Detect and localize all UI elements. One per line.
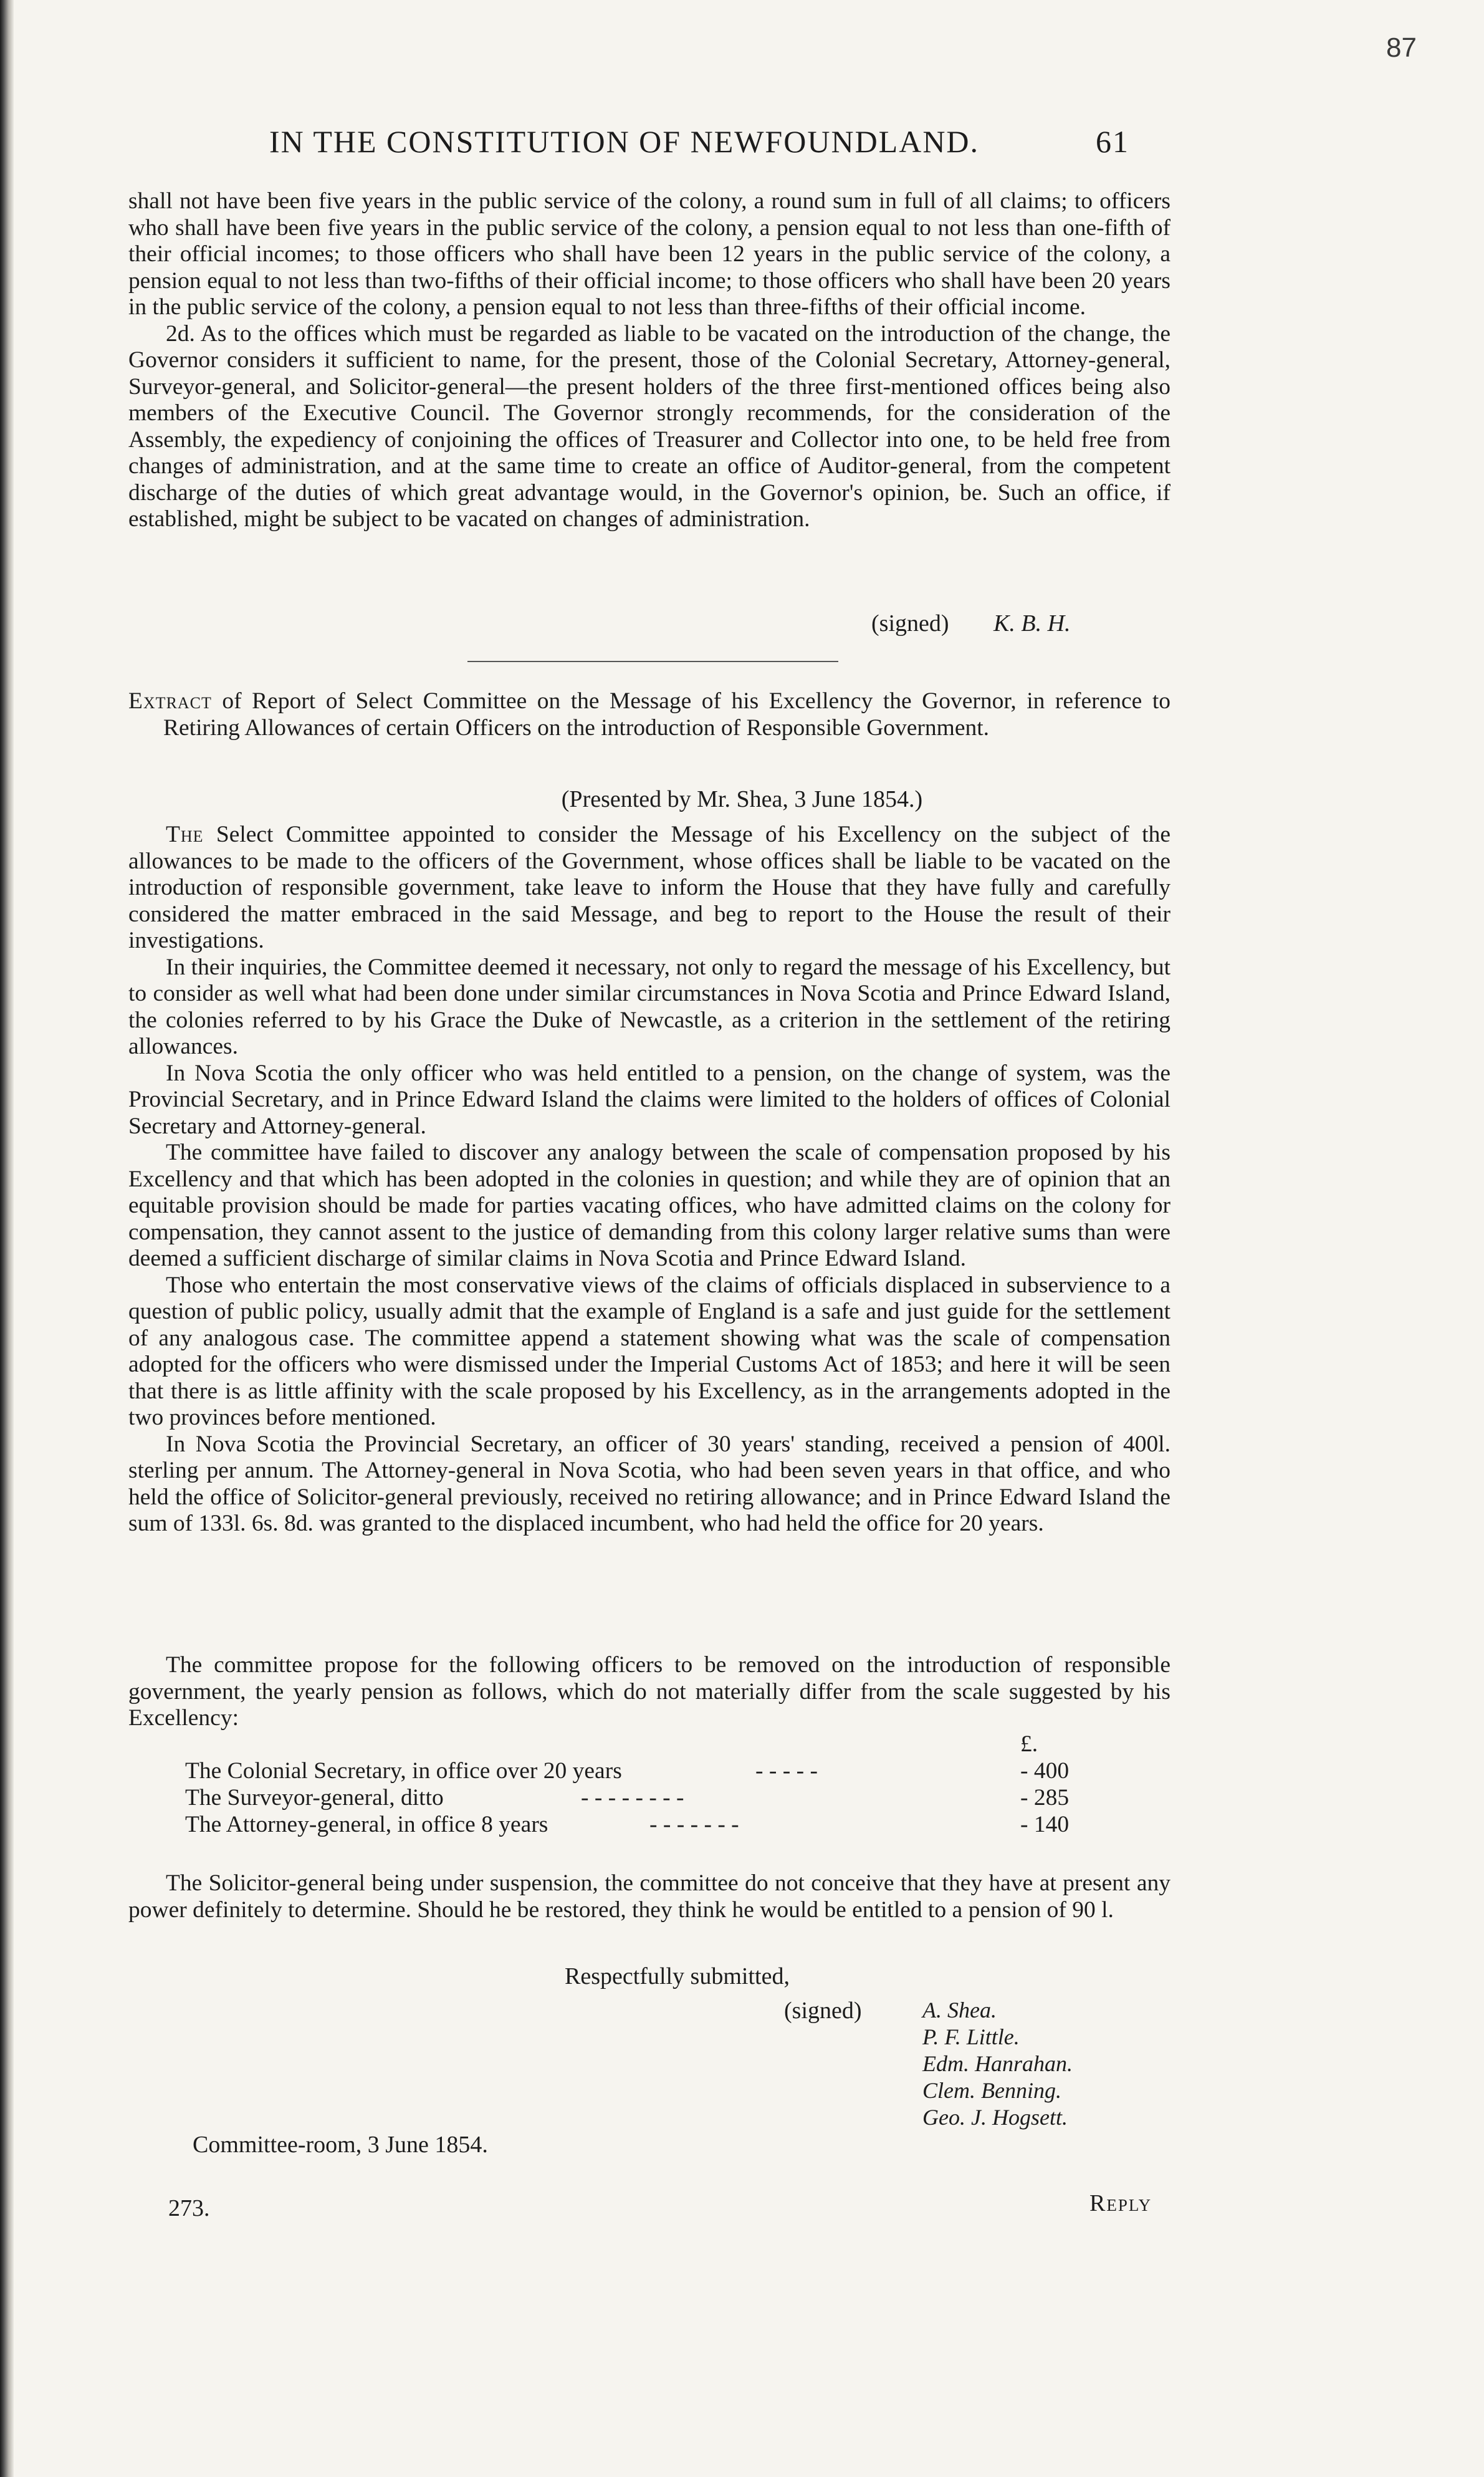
paragraph: Those who entertain the most conservative views of the claims of officials displaced in subservience to a question of public policy, usually admit that the example of England is a safe and just guide for the settlement of any analogous case. The committee append a statement showing what was the scale of compensation adopted for the officers who were dismissed under the Imperial Customs Act of 1853; and here it will be seen that there is as little affinity with the scale proposed by his Excellency, as in the arrangements adopted in the two provinces before mentioned.	[128, 1272, 1170, 1430]
governor-signature	[871, 610, 1071, 637]
officer-label: The Surveyor-general, ditto	[185, 1785, 444, 1811]
committee-room-date: Committee-room, 3 June 1854.	[193, 2132, 488, 2158]
leader-dashes: - - - - - - - -	[581, 1785, 684, 1811]
presented-note: (Presented by Mr. Shea, 3 June 1854.)	[561, 786, 923, 812]
pension-amount: - 285	[1020, 1785, 1070, 1811]
paragraph: In Nova Scotia the only officer who was held entitled to a pension, on the change of system, was the Provincial Secretary, and in Prince Edward Island the claims were limited to the holders of offices of Colonial Secretary and Attorney-general.	[128, 1060, 1170, 1139]
currency-row	[185, 1731, 1089, 1758]
pension-amount: - 400	[1020, 1758, 1070, 1784]
page-binding-edge	[0, 0, 14, 2477]
paragraph: Select Committee appointed to consider the Message of his Excellency on the subject of the allowances to be made to the officers of the Government, whose offices shall be liable to be vacated on the introduction of responsible government, take leave to inform the House that they have fully and carefully considered the matter embraced in the said Message, and beg to report to the House the result of their investigations.	[128, 822, 1170, 953]
section-divider	[467, 661, 838, 662]
folio-number: 87	[1386, 32, 1417, 63]
signatory: Clem. Benning.	[922, 2078, 1061, 2103]
leader-dashes: - - - - - - -	[649, 1812, 739, 1837]
report-body	[128, 822, 1170, 1537]
signatories	[922, 1997, 1073, 2131]
proposal-paragraph	[128, 1652, 1170, 1732]
currency-header: £.	[1020, 1731, 1038, 1757]
paragraph: shall not have been five years in the public service of the colony, a round sum in full of all claims; to officers who shall have been five years in the public service of the colony, a pension equal to not less than one-fifth of their official incomes; to those officers who shall have been 12 years in the public service of the colony, a pension equal to not less than two-fifths of their official income; to those officers who shall have been 20 years in the public service of the colony, a pension equal to not less than three-fifths of their official income.	[128, 188, 1170, 320]
signed-initials: K. B. H.	[993, 610, 1071, 637]
solicitor-paragraph	[128, 1870, 1170, 1923]
signed-label: (signed)	[784, 1998, 862, 2024]
running-head	[269, 123, 1129, 160]
page-number: 61	[1096, 124, 1129, 159]
extract-title: of Report of Select Committee on the Message of his Excellency the Governor, in reference to Retiring Allowances of certain Officers on the introduction of Responsible Government.	[163, 688, 1170, 741]
officer-label: The Attorney-general, in office 8 years	[185, 1812, 548, 1837]
paragraph: In their inquiries, the Committee deemed it necessary, not only to regard the message of his Excellency, but to consider as well what had been done under similar circumstances in Nova Scotia and Prince Edward Island, the colonies referred to by his Grace the Duke of Newcastle, as a criterion in the settlement of the retiring allowances.	[128, 954, 1170, 1059]
closing-line: Respectfully submitted,	[565, 1963, 790, 1989]
extract-heading	[128, 688, 1170, 741]
report-lead: The	[166, 822, 204, 847]
paragraph: The Solicitor-general being under suspension, the committee do not conceive that they have at present any power definitely to determine. Should he be restored, they think he would be entitled to a pension of 90 l.	[128, 1870, 1170, 1923]
paragraph: The committee propose for the following officers to be removed on the introduction of responsible government, the yearly pension as follows, which do not materially differ from the scale suggested by his Excellency:	[128, 1652, 1170, 1731]
paragraph: 2d. As to the offices which must be regarded as liable to be vacated on the introduction of the change, the Governor considers it sufficient to name, for the present, those of the Colonial Secretary, Attorney-general, Surveyor-general, and Solicitor-general—the present holders of the three first-mentioned offices being also members of the Executive Council. The Governor strongly recommends, for the consideration of the Assembly, the expediency of conjoining the offices of Treasurer and Collector into one, to be held free from changes of administration, and at the same time to create an office of Auditor-general, from the competent discharge of the duties of which great advantage would, in the Governor's opinion, be. Such an office, if established, might be subject to be vacated on changes of administration.	[128, 320, 1170, 532]
table-row	[185, 1784, 1089, 1811]
running-head-title: IN THE CONSTITUTION OF NEWFOUNDLAND.	[269, 124, 980, 159]
signatory: A. Shea.	[922, 1998, 997, 2022]
officer-label: The Colonial Secretary, in office over 20 years	[185, 1758, 622, 1784]
signatory: Edm. Hanrahan.	[922, 2051, 1073, 2076]
document-number: 273.	[168, 2195, 210, 2221]
catchword: Reply	[1089, 2190, 1152, 2216]
paragraph: In Nova Scotia the Provincial Secretary, an officer of 30 years' standing, received a pension of 400l. sterling per annum. The Attorney-general in Nova Scotia, who had been seven years in that office, and who held the office of Solicitor-general previously, received no retiring allowance; and in Prince Edward Island the sum of 133l. 6s. 8d. was granted to the displaced incumbent, who had held the office for 20 years.	[128, 1431, 1170, 1536]
table-row	[185, 1811, 1089, 1838]
paragraph: The committee have failed to discover any analogy between the scale of compensation proposed by his Excellency and that which has been adopted in the colonies in question; and while they are of opinion that an equitable provision should be made for parties vacating offices, who have admitted claims on the colony for compensation, they cannot assent to the justice of demanding from this colony larger relative sums than were deemed a sufficient discharge of similar claims in Nova Scotia and Prince Edward Island.	[128, 1140, 1170, 1271]
extract-lead: Extract	[128, 688, 212, 714]
pension-amount: - 140	[1020, 1812, 1070, 1837]
signatory: P. F. Little.	[922, 2024, 1020, 2049]
signatory: Geo. J. Hogsett.	[922, 2105, 1068, 2130]
table-row	[185, 1758, 1089, 1784]
pension-scale-text	[128, 188, 1170, 533]
signed-label: (signed)	[871, 610, 949, 637]
pension-table	[185, 1731, 1089, 1838]
leader-dashes: - - - - -	[755, 1758, 818, 1784]
